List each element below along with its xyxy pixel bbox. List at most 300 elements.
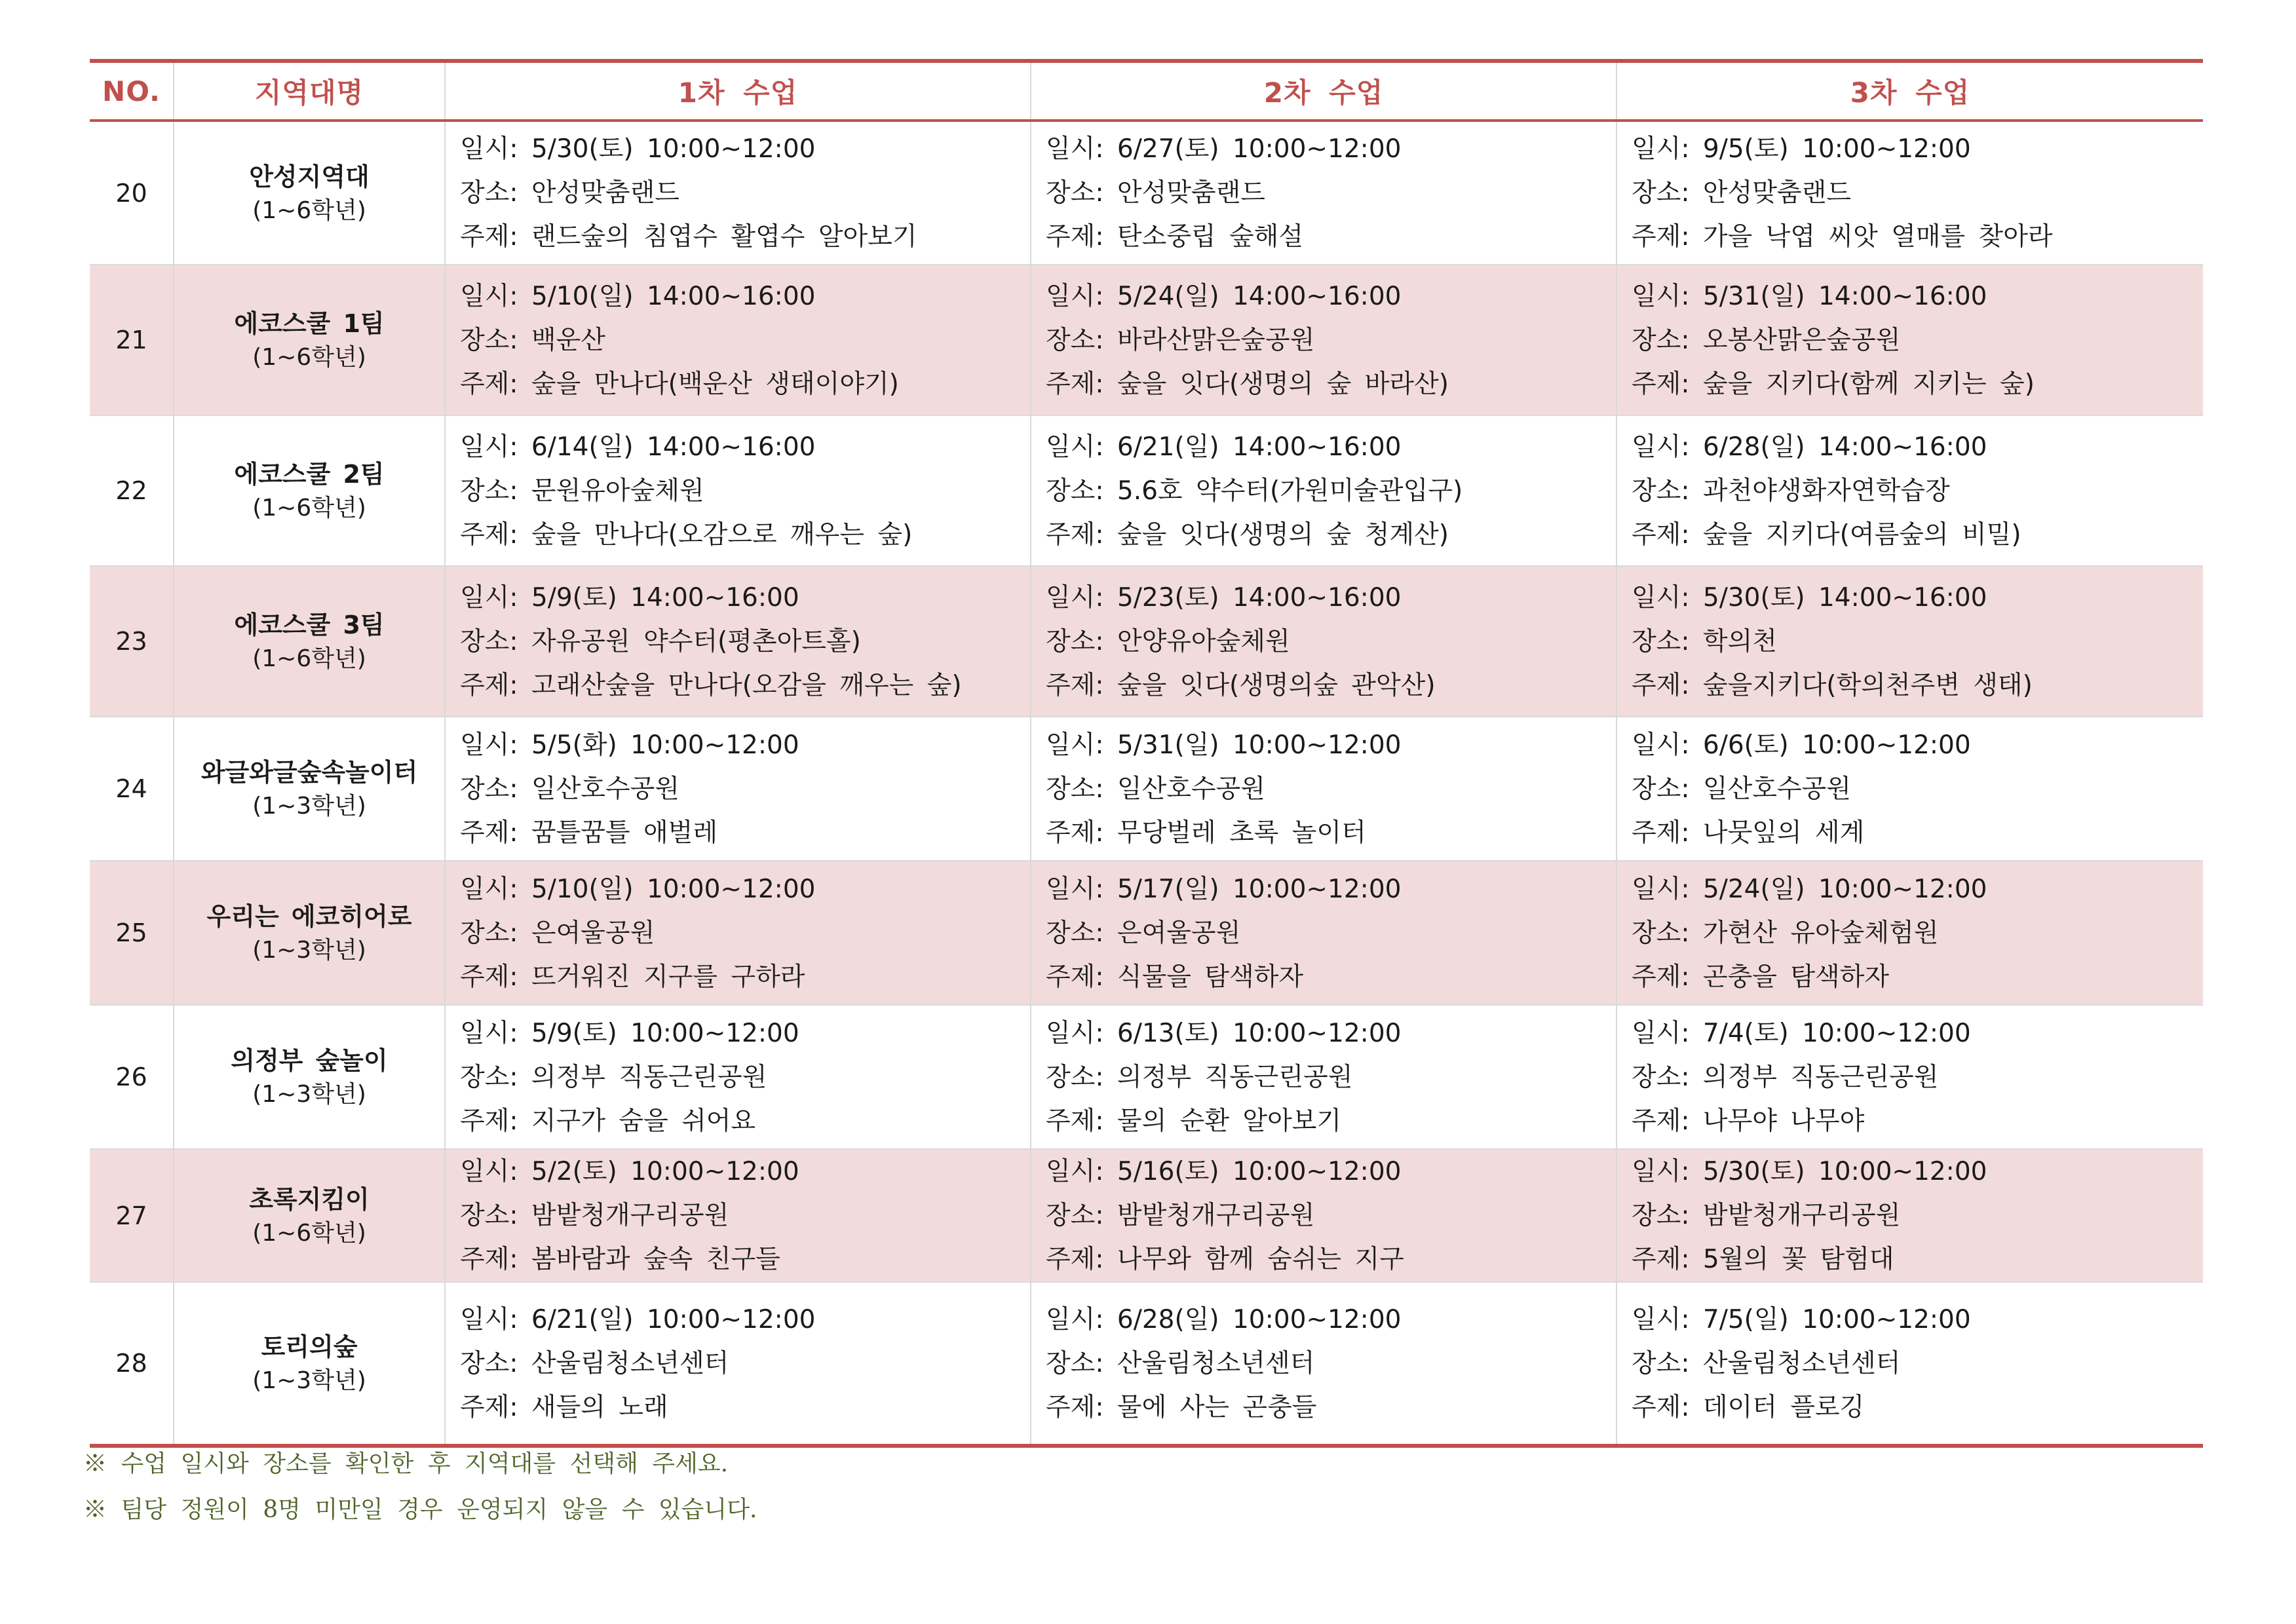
- session-date-line: [1046, 127, 1616, 171]
- session-date-line: [460, 576, 1030, 620]
- session-date-value: 5/17(일) 10:00~12:00: [1117, 874, 1402, 904]
- session-date-label: 일시:: [460, 1018, 518, 1048]
- session-date-value: 5/31(일) 10:00~12:00: [1117, 730, 1402, 760]
- session-date-label: 일시:: [1046, 582, 1104, 613]
- session-topic-label: 주제:: [460, 962, 518, 992]
- session-place-label: 장소:: [460, 626, 518, 656]
- unit-grade: (1~6학년): [252, 344, 366, 371]
- session-place-line: [1046, 1342, 1616, 1386]
- session-date-value: 6/21(일) 10:00~12:00: [531, 1304, 816, 1334]
- session-date-value: 9/5(토) 10:00~12:00: [1702, 134, 1971, 164]
- row-number: 27: [90, 1149, 174, 1282]
- unit-name: 에코스쿨 2팀: [234, 460, 385, 489]
- session-place-line: [1046, 469, 1616, 513]
- session-place-line: [460, 767, 1030, 811]
- session-place-label: 장소:: [1046, 476, 1104, 506]
- unit-grade: (1~3학년): [252, 1367, 366, 1394]
- session-date-label: 일시:: [1046, 281, 1104, 311]
- unit-cell: [174, 415, 445, 566]
- session-place-label: 장소:: [1046, 1062, 1104, 1092]
- session-topic-line: [1046, 215, 1616, 259]
- session-date-value: 6/14(일) 14:00~16:00: [531, 432, 816, 462]
- session-topic-value: 숲을 잇다(생명의 숲 청계산): [1117, 519, 1449, 550]
- session-date-line: [460, 723, 1030, 767]
- session-place-label: 장소:: [1632, 1062, 1690, 1092]
- session-topic-line: [1046, 362, 1616, 406]
- session-topic-line: [460, 664, 1030, 708]
- session-date-line: [1046, 1298, 1616, 1342]
- session-date-label: 일시:: [460, 281, 518, 311]
- session-topic-value: 무당벌레 초록 놀이터: [1117, 818, 1366, 848]
- session-date-line: [1046, 576, 1616, 620]
- session-place-line: [1632, 171, 2203, 215]
- session-place-line: [1046, 1055, 1616, 1099]
- session-date-label: 일시:: [460, 134, 518, 164]
- session-place-label: 장소:: [1046, 1201, 1104, 1230]
- header-unit-name: 지역대명: [174, 61, 445, 121]
- session-place-value: 은여울공원: [1117, 918, 1241, 948]
- header-session-1: 1차 수업: [445, 61, 1031, 121]
- session-date-line: [1632, 1150, 2203, 1194]
- unit-name: 안성지역대: [249, 162, 370, 191]
- session-place-value: 안양유아숲체원: [1117, 626, 1290, 656]
- session-date-line: [460, 127, 1030, 171]
- session-topic-label: 주제:: [460, 1392, 518, 1422]
- table-row: [90, 1149, 2203, 1282]
- session-3-cell: [1617, 1005, 2203, 1149]
- session-3-cell: [1617, 265, 2203, 415]
- unit-grade: (1~6학년): [252, 1219, 366, 1247]
- session-date-line: [1046, 723, 1616, 767]
- row-number: 20: [90, 121, 174, 265]
- session-1-cell: [445, 1005, 1031, 1149]
- session-topic-line: [460, 1237, 1030, 1281]
- session-place-value: 의정부 직동근린공원: [531, 1062, 767, 1092]
- session-date-label: 일시:: [460, 730, 518, 760]
- session-topic-value: 나뭇잎의 세계: [1702, 818, 1865, 848]
- session-place-line: [1046, 767, 1616, 811]
- header-session-3: 3차 수업: [1617, 61, 2203, 121]
- session-place-value: 자유공원 약수터(평촌아트홀): [531, 626, 861, 656]
- session-topic-line: [460, 811, 1030, 855]
- session-date-line: [1632, 425, 2203, 469]
- session-topic-label: 주제:: [1046, 1392, 1104, 1422]
- session-date-value: 6/28(일) 10:00~12:00: [1117, 1304, 1402, 1334]
- session-place-value: 문원유아숲체원: [531, 476, 704, 506]
- session-place-value: 안성맞춤랜드: [1117, 178, 1265, 208]
- session-topic-value: 물의 순환 알아보기: [1117, 1106, 1342, 1136]
- session-place-value: 밤밭청개구리공원: [531, 1201, 729, 1230]
- session-date-value: 7/5(일) 10:00~12:00: [1702, 1304, 1971, 1334]
- session-date-label: 일시:: [1632, 432, 1690, 462]
- session-date-label: 일시:: [460, 1157, 518, 1186]
- session-topic-label: 주제:: [460, 369, 518, 399]
- session-place-line: [460, 620, 1030, 664]
- session-place-line: [1632, 767, 2203, 811]
- session-3-cell: [1617, 121, 2203, 265]
- session-date-value: 5/5(화) 10:00~12:00: [531, 730, 799, 760]
- unit-name: 와글와글숲속놀이터: [201, 758, 418, 787]
- session-topic-value: 고래산숲을 만나다(오감을 깨우는 숲): [531, 670, 962, 700]
- table-row: [90, 265, 2203, 415]
- session-date-value: 6/13(토) 10:00~12:00: [1117, 1018, 1402, 1048]
- unit-grade: (1~3학년): [252, 937, 366, 964]
- session-place-line: [1632, 318, 2203, 362]
- session-topic-value: 물에 사는 곤충들: [1117, 1392, 1317, 1422]
- session-1-cell: [445, 566, 1031, 717]
- session-place-label: 장소:: [1632, 178, 1690, 208]
- session-place-line: [460, 318, 1030, 362]
- session-topic-label: 주제:: [1632, 519, 1690, 550]
- session-date-label: 일시:: [460, 432, 518, 462]
- unit-name: 토리의숲: [261, 1332, 358, 1361]
- session-date-label: 일시:: [1632, 1157, 1690, 1186]
- notes: [83, 1441, 1394, 1533]
- table-body: [90, 121, 2203, 1446]
- session-2-cell: [1031, 415, 1617, 566]
- session-topic-value: 숲을 잇다(생명의숲 관악산): [1117, 670, 1436, 700]
- session-topic-value: 5월의 꽃 탐험대: [1702, 1245, 1894, 1274]
- session-topic-line: [460, 362, 1030, 406]
- session-place-line: [460, 1342, 1030, 1386]
- session-topic-label: 주제:: [1046, 670, 1104, 700]
- session-place-line: [1632, 1342, 2203, 1386]
- session-date-line: [1632, 867, 2203, 911]
- table-row: [90, 1005, 2203, 1149]
- unit-grade: (1~6학년): [252, 495, 366, 521]
- unit-grade: (1~3학년): [252, 1081, 366, 1108]
- session-topic-value: 숲을 지키다(함께 지키는 숲): [1702, 369, 2035, 399]
- session-topic-value: 곤충을 탐색하자: [1702, 962, 1890, 992]
- table-row: [90, 861, 2203, 1005]
- session-1-cell: [445, 415, 1031, 566]
- session-3-cell: [1617, 861, 2203, 1005]
- unit-cell: [174, 1282, 445, 1446]
- session-place-value: 산울림청소년센터: [1702, 1348, 1901, 1378]
- session-1-cell: [445, 1282, 1031, 1446]
- session-date-value: 6/28(일) 14:00~16:00: [1702, 432, 1987, 462]
- session-place-label: 장소:: [1046, 918, 1104, 948]
- session-date-label: 일시:: [1632, 874, 1690, 904]
- session-place-label: 장소:: [460, 918, 518, 948]
- session-topic-label: 주제:: [460, 519, 518, 550]
- session-place-value: 안성맞춤랜드: [1702, 178, 1851, 208]
- session-date-line: [460, 274, 1030, 318]
- unit-name: 의정부 숲놀이: [231, 1046, 388, 1075]
- session-3-cell: [1617, 717, 2203, 861]
- session-date-value: 6/6(토) 10:00~12:00: [1702, 730, 1971, 760]
- session-date-label: 일시:: [1632, 134, 1690, 164]
- session-topic-label: 주제:: [1632, 962, 1690, 992]
- session-place-line: [1046, 171, 1616, 215]
- session-topic-value: 데이터 플로깅: [1702, 1392, 1865, 1422]
- session-place-value: 일산호수공원: [531, 774, 679, 804]
- session-place-line: [460, 1194, 1030, 1237]
- session-place-value: 과천야생화자연학습장: [1702, 476, 1950, 506]
- table-row: [90, 121, 2203, 265]
- session-date-value: 5/2(토) 10:00~12:00: [531, 1157, 799, 1186]
- note-line: ※ 팀당 정원이 8명 미만일 경우 운영되지 않을 수 있습니다.: [83, 1496, 757, 1523]
- session-place-value: 바라산맑은숲공원: [1117, 325, 1315, 355]
- session-date-label: 일시:: [460, 874, 518, 904]
- session-date-line: [460, 1011, 1030, 1055]
- note-line: ※ 수업 일시와 장소를 확인한 후 지역대를 선택해 주세요.: [83, 1450, 729, 1477]
- unit-cell: [174, 566, 445, 717]
- session-date-value: 5/30(토) 10:00~12:00: [1702, 1157, 1987, 1186]
- unit-grade: (1~6학년): [252, 197, 366, 224]
- session-date-label: 일시:: [1046, 730, 1104, 760]
- session-place-value: 학의천: [1702, 626, 1777, 656]
- unit-name: 우리는 에코히어로: [206, 902, 412, 931]
- session-date-line: [1632, 274, 2203, 318]
- session-date-label: 일시:: [1046, 874, 1104, 904]
- session-topic-value: 숲을 만나다(백운산 생태이야기): [531, 369, 899, 399]
- unit-cell: [174, 121, 445, 265]
- session-topic-label: 주제:: [1632, 369, 1690, 399]
- session-place-label: 장소:: [1046, 1348, 1104, 1378]
- row-number: 25: [90, 861, 174, 1005]
- session-date-line: [460, 425, 1030, 469]
- session-place-line: [1632, 620, 2203, 664]
- session-topic-line: [1046, 1099, 1616, 1143]
- session-topic-label: 주제:: [1046, 818, 1104, 848]
- session-place-line: [1632, 1194, 2203, 1237]
- session-date-line: [1632, 1298, 2203, 1342]
- session-2-cell: [1031, 861, 1617, 1005]
- session-topic-value: 숲을지키다(학의천주변 생태): [1702, 670, 2033, 700]
- session-topic-label: 주제:: [460, 818, 518, 848]
- session-topic-line: [1632, 811, 2203, 855]
- row-number: 26: [90, 1005, 174, 1149]
- session-topic-label: 주제:: [460, 1245, 518, 1274]
- header-session-2: 2차 수업: [1031, 61, 1617, 121]
- session-place-label: 장소:: [1632, 476, 1690, 506]
- unit-grade: (1~6학년): [252, 645, 366, 672]
- session-topic-value: 식물을 탐색하자: [1117, 962, 1304, 992]
- session-date-label: 일시:: [1046, 1157, 1104, 1186]
- session-date-line: [1632, 723, 2203, 767]
- session-3-cell: [1617, 1282, 2203, 1446]
- session-2-cell: [1031, 121, 1617, 265]
- session-date-line: [1046, 1011, 1616, 1055]
- session-date-line: [1046, 274, 1616, 318]
- session-topic-line: [1632, 1237, 2203, 1281]
- session-date-value: 7/4(토) 10:00~12:00: [1702, 1018, 1971, 1048]
- session-topic-value: 새들의 노래: [531, 1392, 668, 1422]
- session-date-label: 일시:: [1046, 432, 1104, 462]
- session-date-line: [1632, 1011, 2203, 1055]
- session-place-value: 의정부 직동근린공원: [1702, 1062, 1939, 1092]
- session-place-value: 안성맞춤랜드: [531, 178, 679, 208]
- session-place-line: [460, 911, 1030, 955]
- session-topic-value: 나무와 함께 숨쉬는 지구: [1117, 1245, 1404, 1274]
- session-1-cell: [445, 265, 1031, 415]
- session-date-label: 일시:: [1046, 134, 1104, 164]
- session-date-label: 일시:: [1046, 1304, 1104, 1334]
- session-place-line: [1632, 911, 2203, 955]
- row-number: 23: [90, 566, 174, 717]
- session-topic-line: [460, 1099, 1030, 1143]
- session-topic-line: [1046, 811, 1616, 855]
- session-place-value: 산울림청소년센터: [531, 1348, 729, 1378]
- session-place-label: 장소:: [1046, 178, 1104, 208]
- session-3-cell: [1617, 566, 2203, 717]
- table-row: [90, 415, 2203, 566]
- session-date-value: 5/30(토) 14:00~16:00: [1702, 582, 1987, 613]
- session-place-label: 장소:: [1632, 918, 1690, 948]
- session-place-label: 장소:: [460, 325, 518, 355]
- session-place-label: 장소:: [1632, 626, 1690, 656]
- unit-cell: [174, 717, 445, 861]
- table-row: [90, 1282, 2203, 1446]
- session-topic-label: 주제:: [1632, 1245, 1690, 1274]
- session-date-line: [1046, 867, 1616, 911]
- session-place-value: 의정부 직동근린공원: [1117, 1062, 1353, 1092]
- session-topic-label: 주제:: [1046, 962, 1104, 992]
- session-date-value: 5/24(일) 14:00~16:00: [1117, 281, 1402, 311]
- session-1-cell: [445, 121, 1031, 265]
- session-2-cell: [1031, 1282, 1617, 1446]
- session-date-label: 일시:: [1632, 1018, 1690, 1048]
- session-place-label: 장소:: [460, 1201, 518, 1230]
- session-topic-label: 주제:: [460, 222, 518, 252]
- session-topic-line: [1046, 513, 1616, 557]
- session-place-label: 장소:: [460, 1348, 518, 1378]
- session-date-line: [460, 867, 1030, 911]
- session-date-label: 일시:: [1632, 730, 1690, 760]
- session-2-cell: [1031, 265, 1617, 415]
- session-place-value: 5.6호 약수터(가원미술관입구): [1117, 476, 1463, 506]
- session-place-line: [1046, 911, 1616, 955]
- session-topic-value: 가을 낙엽 씨앗 열매를 찾아라: [1702, 222, 2053, 252]
- session-topic-line: [1046, 664, 1616, 708]
- session-place-line: [1046, 318, 1616, 362]
- session-place-value: 백운산: [531, 325, 605, 355]
- session-date-line: [1046, 425, 1616, 469]
- table-header-row: [90, 61, 2203, 121]
- session-topic-line: [460, 215, 1030, 259]
- session-place-value: 은여울공원: [531, 918, 655, 948]
- session-topic-value: 지구가 숨을 쉬어요: [531, 1106, 756, 1136]
- unit-grade: (1~3학년): [252, 793, 366, 820]
- session-place-label: 장소:: [460, 774, 518, 804]
- session-date-label: 일시:: [1632, 281, 1690, 311]
- session-topic-line: [1632, 513, 2203, 557]
- session-place-line: [460, 469, 1030, 513]
- row-number: 24: [90, 717, 174, 861]
- session-date-line: [1632, 127, 2203, 171]
- session-2-cell: [1031, 1005, 1617, 1149]
- unit-name: 초록지킴이: [249, 1184, 370, 1214]
- session-topic-line: [1632, 1386, 2203, 1429]
- session-topic-label: 주제:: [1632, 818, 1690, 848]
- session-place-label: 장소:: [460, 178, 518, 208]
- session-date-value: 5/10(일) 10:00~12:00: [531, 874, 816, 904]
- session-place-line: [1046, 1194, 1616, 1237]
- table-row: [90, 717, 2203, 861]
- session-topic-line: [1632, 215, 2203, 259]
- session-place-line: [1632, 1055, 2203, 1099]
- session-topic-value: 뜨거워진 지구를 구하라: [531, 962, 805, 992]
- session-3-cell: [1617, 415, 2203, 566]
- session-2-cell: [1031, 717, 1617, 861]
- header-no: NO.: [90, 61, 174, 121]
- session-date-value: 5/24(일) 10:00~12:00: [1702, 874, 1987, 904]
- session-2-cell: [1031, 566, 1617, 717]
- session-place-value: 밤밭청개구리공원: [1117, 1201, 1315, 1230]
- session-date-label: 일시:: [460, 582, 518, 613]
- session-place-label: 장소:: [1632, 325, 1690, 355]
- session-date-label: 일시:: [460, 1304, 518, 1334]
- unit-name: 에코스쿨 1팀: [234, 309, 385, 338]
- session-topic-label: 주제:: [1632, 1106, 1690, 1136]
- row-number: 28: [90, 1282, 174, 1446]
- session-place-value: 일산호수공원: [1702, 774, 1851, 804]
- session-topic-line: [460, 513, 1030, 557]
- session-date-value: 6/27(토) 10:00~12:00: [1117, 134, 1402, 164]
- session-topic-label: 주제:: [1046, 369, 1104, 399]
- session-topic-value: 봄바람과 숲속 친구들: [531, 1245, 780, 1274]
- session-date-value: 5/9(토) 14:00~16:00: [531, 582, 799, 613]
- session-topic-line: [460, 1386, 1030, 1429]
- session-topic-label: 주제:: [1046, 1245, 1104, 1274]
- session-place-value: 오봉산맑은숲공원: [1702, 325, 1901, 355]
- session-date-line: [1632, 576, 2203, 620]
- session-topic-value: 탄소중립 숲해설: [1117, 222, 1304, 252]
- session-place-label: 장소:: [460, 1062, 518, 1092]
- row-number: 22: [90, 415, 174, 566]
- session-topic-value: 숲을 만나다(오감으로 깨우는 숲): [531, 519, 913, 550]
- session-date-line: [460, 1150, 1030, 1194]
- session-date-value: 6/21(일) 14:00~16:00: [1117, 432, 1402, 462]
- session-2-cell: [1031, 1149, 1617, 1282]
- session-date-label: 일시:: [1632, 1304, 1690, 1334]
- session-topic-label: 주제:: [1046, 222, 1104, 252]
- session-topic-label: 주제:: [460, 1106, 518, 1136]
- session-topic-line: [1632, 362, 2203, 406]
- session-date-label: 일시:: [1046, 1018, 1104, 1048]
- table-row: [90, 566, 2203, 717]
- session-topic-line: [1046, 1237, 1616, 1281]
- session-date-value: 5/16(토) 10:00~12:00: [1117, 1157, 1402, 1186]
- session-place-label: 장소:: [460, 476, 518, 506]
- session-place-label: 장소:: [1632, 1201, 1690, 1230]
- session-date-line: [1046, 1150, 1616, 1194]
- session-topic-value: 숲을 지키다(여름숲의 비밀): [1702, 519, 2021, 550]
- row-number: 21: [90, 265, 174, 415]
- unit-cell: [174, 861, 445, 1005]
- session-topic-label: 주제:: [1632, 1392, 1690, 1422]
- session-topic-value: 숲을 잇다(생명의 숲 바라산): [1117, 369, 1449, 399]
- session-1-cell: [445, 1149, 1031, 1282]
- session-topic-value: 랜드숲의 침엽수 활엽수 알아보기: [531, 222, 917, 252]
- session-date-value: 5/30(토) 10:00~12:00: [531, 134, 816, 164]
- session-1-cell: [445, 717, 1031, 861]
- session-date-value: 5/10(일) 14:00~16:00: [531, 281, 816, 311]
- session-date-value: 5/9(토) 10:00~12:00: [531, 1018, 799, 1048]
- session-3-cell: [1617, 1149, 2203, 1282]
- unit-cell: [174, 1005, 445, 1149]
- unit-cell: [174, 1149, 445, 1282]
- session-date-line: [460, 1298, 1030, 1342]
- session-topic-line: [1632, 955, 2203, 999]
- session-date-value: 5/23(토) 14:00~16:00: [1117, 582, 1402, 613]
- session-place-line: [460, 1055, 1030, 1099]
- session-topic-label: 주제:: [460, 670, 518, 700]
- session-topic-value: 나무야 나무야: [1702, 1106, 1865, 1136]
- session-place-label: 장소:: [1632, 1348, 1690, 1378]
- session-topic-line: [460, 955, 1030, 999]
